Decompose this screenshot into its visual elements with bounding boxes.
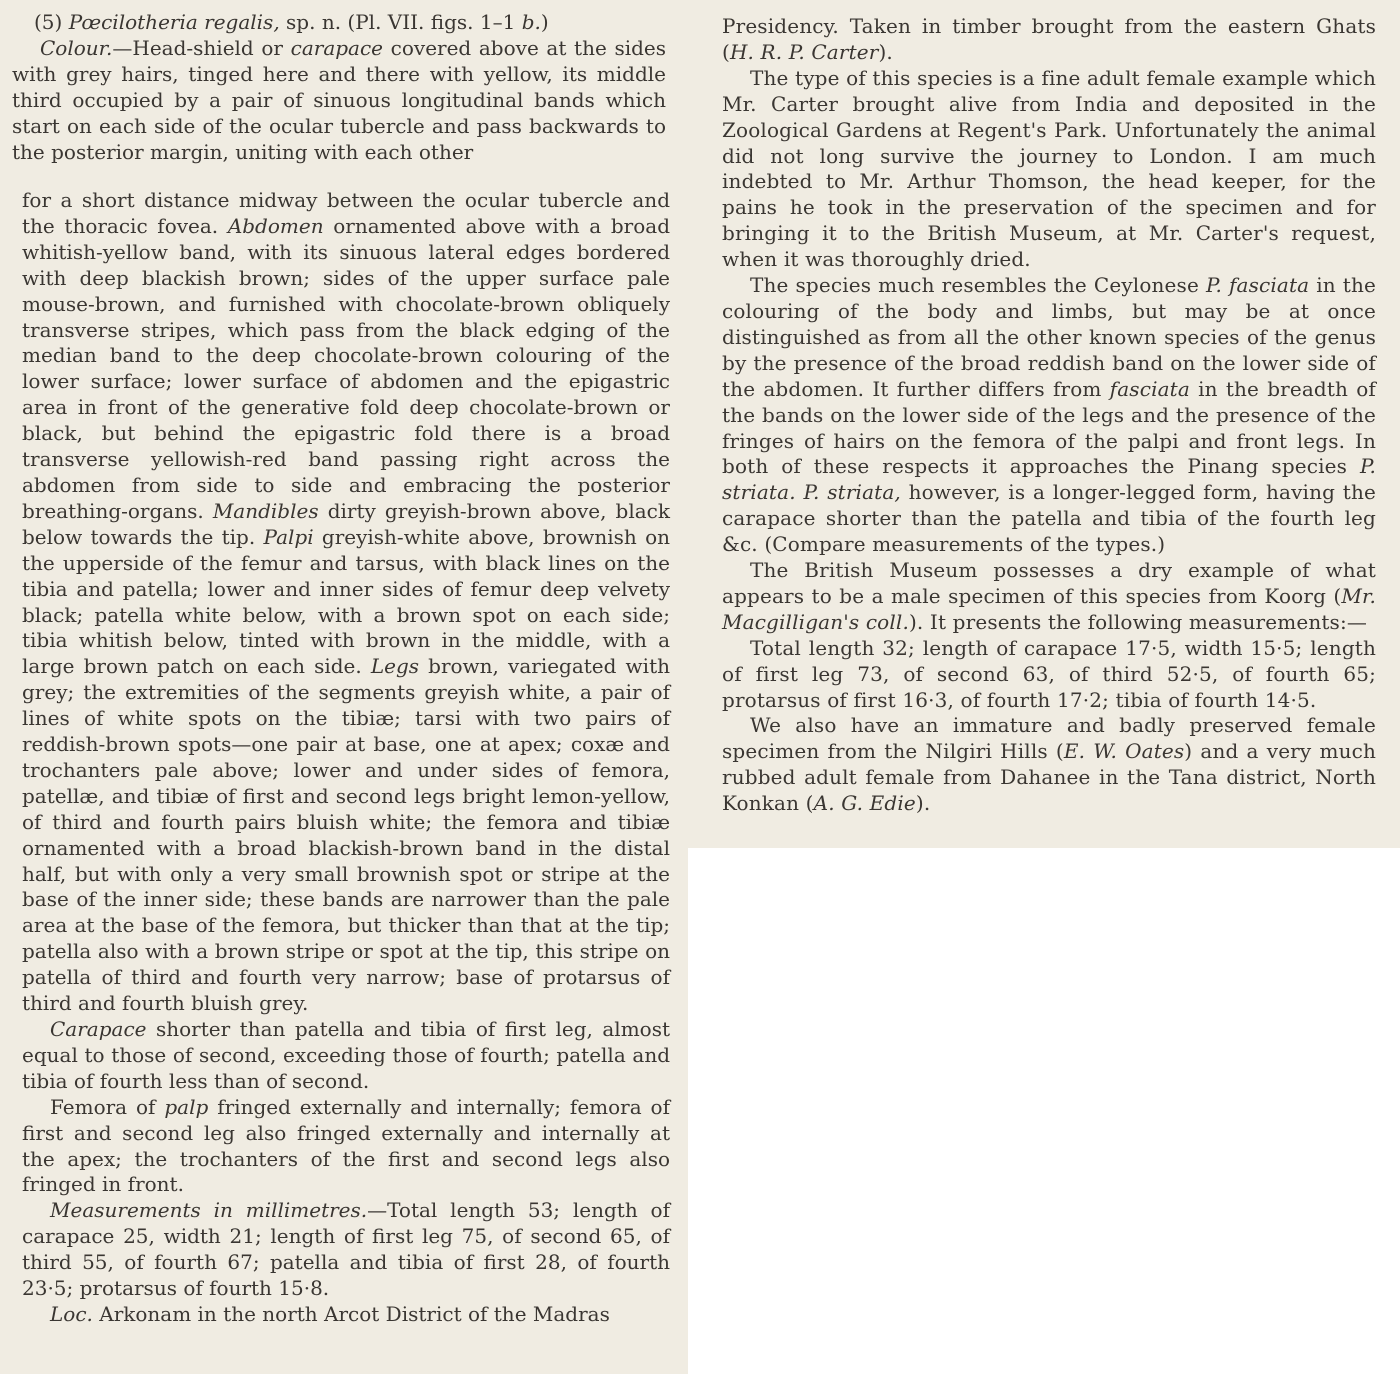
collector-oates: E. W. Oates: [1063, 739, 1185, 764]
plate-fig-b: b.: [521, 10, 541, 34]
colour-text-b: covered above at the sides with grey hairs, tinged here and there with yellow, its middle third occupied by a pair of sinuous longitudinal bands which start on each side of the ocular tubercle and pass backwards to the posterior margin, uniting with each other: [12, 35, 667, 164]
locality-paragraph: [22, 1302, 670, 1328]
desc-text-c: dirty greyish-brown above, black below towards the tip.: [22, 498, 670, 549]
palpi-term: Palpi: [263, 524, 314, 549]
abdomen-term: Abdomen: [227, 213, 324, 238]
colour-text-a: —Head-shield or: [112, 35, 291, 60]
presidency-text-b: ).: [878, 39, 893, 64]
desc-text-d: greyish-white above, brownish on the upperside of the femur and tarsus, with black lines on the tibia and patella; lower and inner sides of femur deep velvety black; patella white below, with a brown spot on each side; tibia whitish below, tinted with brown in the middle, with a large brown patch on each side.: [22, 524, 670, 679]
colour-paragraph: [12, 36, 666, 166]
collection-macgilligan: Mr. Macgilligan's coll.: [722, 583, 1376, 634]
fasciata-term-1: P. fasciata: [1205, 273, 1310, 298]
male-measurements-text: Total length 32; length of carapace 17·5, width 15·5; length of first leg 73, of second 63, of third 52·5, of fourth 65; protarsus of first 16·3, of fourth 17·2; tibia of fourth 14·5.: [722, 635, 1376, 712]
collector-edie: A. G. Edie: [813, 791, 916, 816]
male-measurements-paragraph: [722, 636, 1376, 714]
museum-text-a: The British Museum possesses a dry example of what appears to be a male specimen of this species from Koorg (: [722, 558, 1376, 608]
striata-term-2: P. striata,: [803, 480, 901, 505]
femora-paragraph: [22, 1095, 670, 1199]
museum-text-b: ). It presents the following measurements:—: [908, 609, 1368, 634]
locality-label: Loc.: [50, 1301, 93, 1326]
colour-label: Colour.: [40, 35, 113, 60]
desc-text-e: brown, variegated with grey; the extremities of the segments greyish white, a pair of lines of white spots on the tibiæ; tarsi with two pairs of reddish-brown spots—one pair at base, one at apex; coxæ and trochanters pale above; lower and under sides of femora, patellæ, and tibiæ of first and second legs bright lemon-yellow, of third and fourth pairs bluish white; the femora and tibiæ ornamented with a broad blackish-brown band in the distal half, but with only a very small brownish spot or stripe at the base of the inner side; these bands are narrower than the pale area at the base of the femora, but thicker than that at the tip; patella also with a brown stripe or spot at the tip, this stripe on patella of third and fourth very narrow; base of protarsus of third and fourth bluish grey.: [22, 654, 670, 1016]
measurements-paragraph: [22, 1198, 670, 1302]
presidency-paragraph: [722, 14, 1376, 66]
other-text-c: ).: [915, 791, 931, 816]
museum-paragraph: [722, 558, 1376, 636]
species-heading: [12, 10, 666, 36]
desc-text-b: ornamented above with a broad whitish-yellow band, with its sinuous lateral edges bordered with deep blackish brown; sides of the upper surface pale mouse-brown, and furnished with chocolate-brown obliquely transverse stripes, which pass from the black edging of the median band to the deep chocolate-brown colouring of the lower surface; lower surface of abdomen and the epigastric area in front of the generative fold deep chocolate-brown or black, but behind the epigastric fold there is a broad transverse yellowish-red band passing right across the abdomen from side to side and embracing the posterior breathing-organs.: [22, 213, 670, 523]
left-column-top-fragment: [0, 0, 688, 184]
other-text-b: ) and a very much rubbed adult female from Dahanee in the Tana district, North Konkan (: [722, 739, 1376, 816]
carapace-term-2: Carapace: [50, 1017, 147, 1041]
presidency-text-a: Presidency. Taken in timber brought from the eastern Ghats (: [722, 14, 1376, 64]
comparison-text-a: The species much resembles the Ceylonese: [750, 273, 1206, 298]
desc-text-a: for a short distance midway between the ocular tubercle and the thoracic fovea.: [22, 188, 670, 238]
striata-term-1: P. striata.: [722, 454, 1376, 505]
mandibles-term: Mandibles: [212, 498, 319, 523]
palp-term: palp: [164, 1094, 209, 1119]
type-text: The type of this species is a fine adult female example which Mr. Carter brought alive from India and deposited in the Zoological Gardens at Regent's Park. Unfortunately the animal did not long survive the journey to London. I am much indebted to Mr. Arthur Thomson, the head keeper, for the pains he took in the preservation of the specimen and for bringing it to the British Museum, at Mr. Carter's request, when it was thoroughly dried.: [722, 65, 1376, 272]
collector-carter: H. R. P. Carter: [729, 39, 879, 64]
species-number: (5): [34, 10, 69, 34]
fasciata-term-2: fasciata: [1109, 376, 1190, 401]
left-column-main-fragment: [0, 184, 688, 1374]
comparison-text-c: in the breadth of the bands on the lower side of the legs and the presence of the fringes of hairs on the femora of the palpi and front legs. In both of these respects it approaches the Pinang species: [722, 376, 1376, 479]
right-column: [688, 0, 1400, 848]
other-text-a: We also have an immature and badly preserved female specimen from the Nilgiri Hills (: [722, 713, 1376, 764]
measurements-label: Measurements in millimetres.: [50, 1198, 368, 1223]
comparison-text-b: in the colouring of the body and limbs, but may be at once distinguished as from all the other known species of the genus by the presence of the broad reddish band on the lower side of the abdomen. It further differs from: [722, 273, 1377, 401]
type-paragraph: [722, 66, 1376, 273]
measurements-text: —Total length 53; length of carapace 25, width 21; length of first leg 75, of second 65, of third 55, of fourth 67; patella and tibia of first 28, of fourth 23·5; protarsus of fourth 15·8.: [22, 1198, 670, 1301]
comparison-text-e: however, is a longer-legged form, having the carapace shorter than the patella and tibia of the fourth leg &c. (Compare measurements of the types.): [722, 480, 1376, 557]
carapace-text: shorter than patella and tibia of first leg, almost equal to those of second, exceeding those of fourth; patella and tibia of fourth less than of second.: [22, 1017, 670, 1093]
femora-text-a: Femora of: [50, 1094, 165, 1119]
carapace-term: carapace: [290, 35, 384, 60]
comparison-paragraph: [722, 273, 1376, 558]
plate-ref-end: ): [540, 10, 549, 34]
femora-text-b: fringed externally and internally; femora of first and second leg also fringed externally and internally at the apex; the trochanters of the first and second legs also fringed in front.: [22, 1094, 670, 1197]
other-specimens-paragraph: [722, 713, 1376, 817]
locality-text: Arkonam in the north Arcot District of the Madras: [92, 1301, 610, 1326]
species-name: Pœcilotheria regalis,: [68, 10, 280, 34]
description-paragraph: [22, 188, 670, 1017]
carapace-paragraph: [22, 1017, 670, 1095]
legs-term: Legs: [370, 654, 420, 679]
species-plate-ref: sp. n. (Pl. VII. figs. 1–1: [279, 10, 522, 34]
